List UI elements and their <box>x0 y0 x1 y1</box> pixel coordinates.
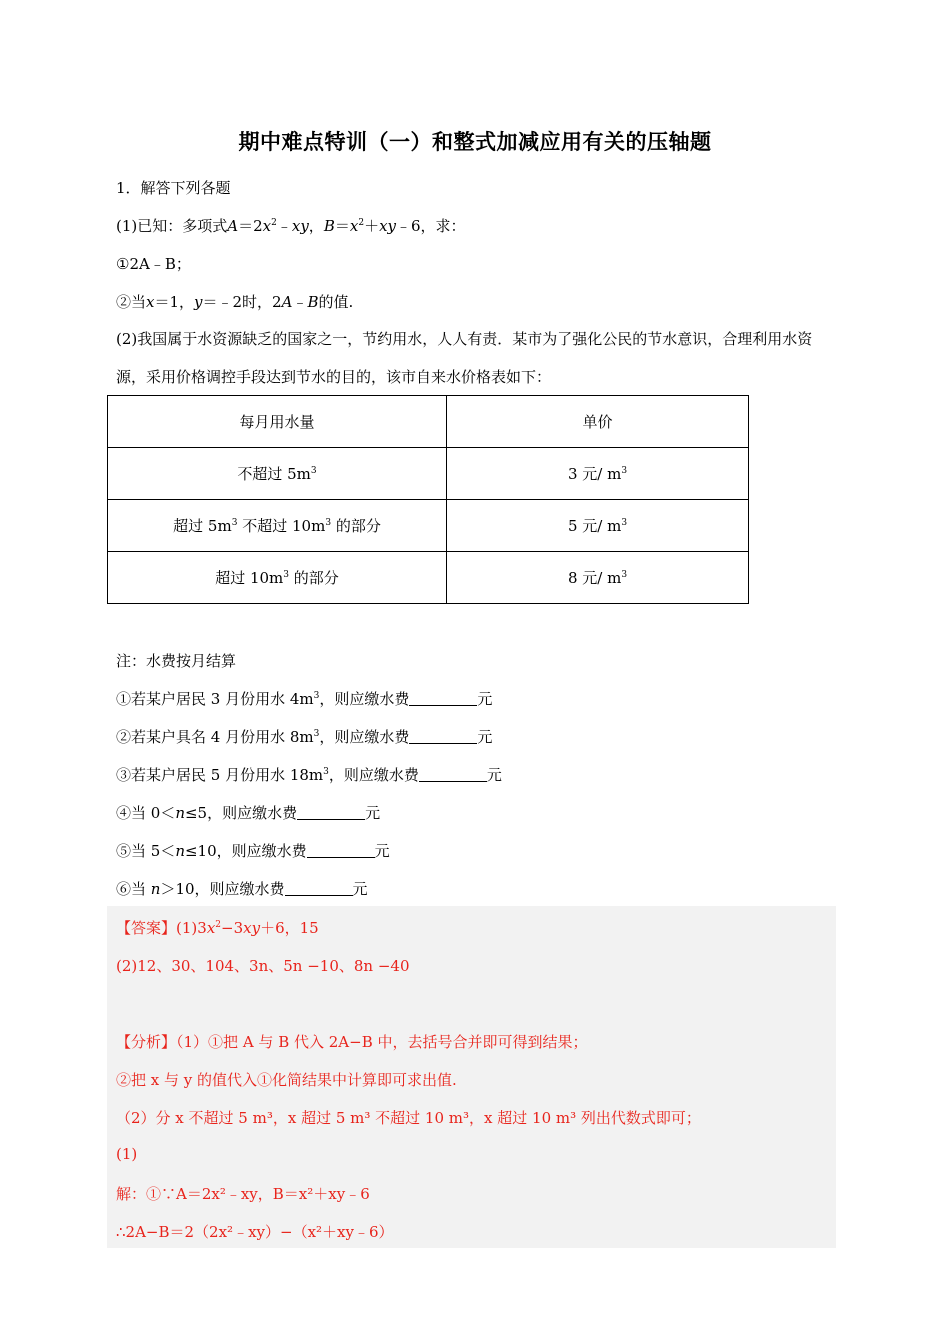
text: ②当 <box>116 293 147 311</box>
var: n <box>175 842 185 860</box>
answer-label: 【答案】 <box>116 919 177 937</box>
exponent: 3 <box>621 466 628 476</box>
fill-item <box>116 764 502 785</box>
fill-item <box>116 726 492 747</box>
table-row <box>108 552 749 604</box>
exponent: 3 <box>310 466 317 476</box>
table-cell <box>108 552 447 604</box>
var: B <box>307 293 319 311</box>
text: 元 <box>365 804 381 822</box>
analysis-line-4: (1) <box>116 1145 138 1163</box>
text: 元 <box>477 728 493 746</box>
analysis-line-2: ②把 x 与 y 的值代入①化简结果中计算即可求出值. <box>116 1071 457 1089</box>
text: ，则应缴水费 <box>328 766 419 784</box>
answer-blank[interactable] <box>297 804 365 820</box>
table-header-cell: 每月用水量 <box>108 396 447 448</box>
exponent: 3 <box>283 570 290 580</box>
text: ②若某户具名 4 月份用水 8m <box>116 728 314 746</box>
exponent: 3 <box>621 570 628 580</box>
text: 的部分 <box>293 569 339 587</box>
text: 元 <box>477 690 493 708</box>
table-row <box>108 448 749 500</box>
exponent: 2 <box>358 218 365 228</box>
text: ④当 0＜ <box>116 804 176 822</box>
text: 8 元/ m <box>567 569 622 587</box>
exponent: 3 <box>231 518 238 528</box>
part2-statement: (2)我国属于水资源缺乏的国家之一，节约用水，人人有责．某市为了强化公民的节水意识，合理利用水资源，采用价格调控手段达到节水的目的，该市自来水价格表如下： <box>116 330 813 386</box>
text: 元 <box>352 880 368 898</box>
analysis-line-1 <box>116 1031 588 1052</box>
answer-blank[interactable] <box>409 690 477 706</box>
text: ﹣ <box>276 217 292 235</box>
exponent: 3 <box>313 729 320 739</box>
page-title: 期中难点特训（一）和整式加减应用有关的压轴题 <box>238 130 712 154</box>
text: 超过 10m <box>215 569 284 587</box>
var: x <box>262 217 272 235</box>
note: 注：水费按月结算 <box>116 652 237 670</box>
text: 元 <box>374 842 390 860</box>
var: x <box>206 919 216 937</box>
fill-item <box>116 840 390 861</box>
analysis-line-3: （2）分 x 不超过 5 m³，x 超过 5 m³ 不超过 10 m³，x 超过 10 m³ 列出代数式即可； <box>116 1109 701 1127</box>
table-row <box>108 500 749 552</box>
text: 的部分 <box>335 517 381 535</box>
text: ⑥当 <box>116 880 151 898</box>
text: ①若某户居民 3 月份用水 4m <box>116 690 314 708</box>
answer-line-1 <box>116 917 319 938</box>
text: ＝2 <box>238 217 263 235</box>
answer-blank[interactable] <box>409 728 477 744</box>
text: ，则应缴水费 <box>319 728 410 746</box>
text: (1)3 <box>176 919 207 937</box>
exponent: 3 <box>313 691 320 701</box>
text: ＝1， <box>154 293 195 311</box>
var: A <box>227 217 239 235</box>
table-cell <box>447 552 749 604</box>
analysis-line-5: 解：①∵A＝2x²﹣xy，B＝x²＋xy﹣6 <box>116 1185 370 1203</box>
text: ＋6，15 <box>260 919 319 937</box>
text: ，则应缴水费 <box>319 690 410 708</box>
water-price-table <box>107 395 749 604</box>
text: ﹣6，求： <box>396 217 466 235</box>
exponent: 2 <box>215 920 222 930</box>
analysis-label: 【分析】 <box>116 1033 177 1051</box>
part1-subquestion-b <box>116 291 353 312</box>
table-cell <box>108 500 447 552</box>
text: 不超过 10m <box>242 517 326 535</box>
answer-line-2: (2)12、30、104、3n、5n −10、8n −40 <box>116 957 410 975</box>
exponent: 3 <box>323 767 329 777</box>
exponent: 3 <box>621 518 628 528</box>
part1-subquestion-a: ①2A﹣B； <box>116 255 191 273</box>
fill-item <box>116 802 380 823</box>
text: ＞10，则应缴水费 <box>160 880 285 898</box>
text: ＝ <box>334 217 350 235</box>
question-heading: 1．解答下列各题 <box>116 179 231 197</box>
text: ⑤当 5＜ <box>116 842 176 860</box>
text: ≤5，则应缴水费 <box>184 804 298 822</box>
part1-statement <box>116 215 466 236</box>
var: y <box>194 293 203 311</box>
text: −3 <box>221 919 244 937</box>
text: 的值. <box>318 293 354 311</box>
table-cell <box>447 448 749 500</box>
fill-item <box>116 878 368 899</box>
table-header-row <box>108 396 749 448</box>
answer-blank[interactable] <box>307 842 375 858</box>
text: 不超过 5m <box>237 465 311 483</box>
answer-blank[interactable] <box>419 766 487 782</box>
var: xy <box>243 919 261 937</box>
exponent: 3 <box>325 518 332 528</box>
text: 元 <box>486 766 502 784</box>
text: ＝﹣2时，2 <box>202 293 282 311</box>
var: A <box>281 293 293 311</box>
fill-item <box>116 688 492 709</box>
var: x <box>146 293 155 311</box>
analysis-line-6: ∴2A−B＝2（2x²﹣xy）−（x²＋xy﹣6） <box>116 1223 394 1241</box>
text: ﹣ <box>292 293 308 311</box>
text: ③若某户居民 5 月份用水 18m <box>116 766 324 784</box>
var: xy <box>379 217 397 235</box>
var: n <box>175 804 185 822</box>
exponent: 2 <box>271 218 277 228</box>
var: B <box>323 217 335 235</box>
var: n <box>150 880 161 898</box>
table-cell <box>108 448 447 500</box>
var: xy <box>291 217 309 235</box>
text: （1）①把 A 与 B 代入 2A−B 中，去括号合并即可得到结果； <box>176 1033 588 1051</box>
table-header-cell: 单价 <box>447 396 749 448</box>
text: ＋ <box>364 217 380 235</box>
var: x <box>349 217 359 235</box>
text: 3 元/ m <box>567 465 622 483</box>
text: ， <box>308 217 324 235</box>
text: 5 元/ m <box>567 517 622 535</box>
table-cell <box>447 500 749 552</box>
text: 超过 5m <box>173 517 232 535</box>
text: ≤10，则应缴水费 <box>184 842 307 860</box>
text: (1)已知：多项式 <box>116 217 228 235</box>
answer-blank[interactable] <box>285 880 353 896</box>
